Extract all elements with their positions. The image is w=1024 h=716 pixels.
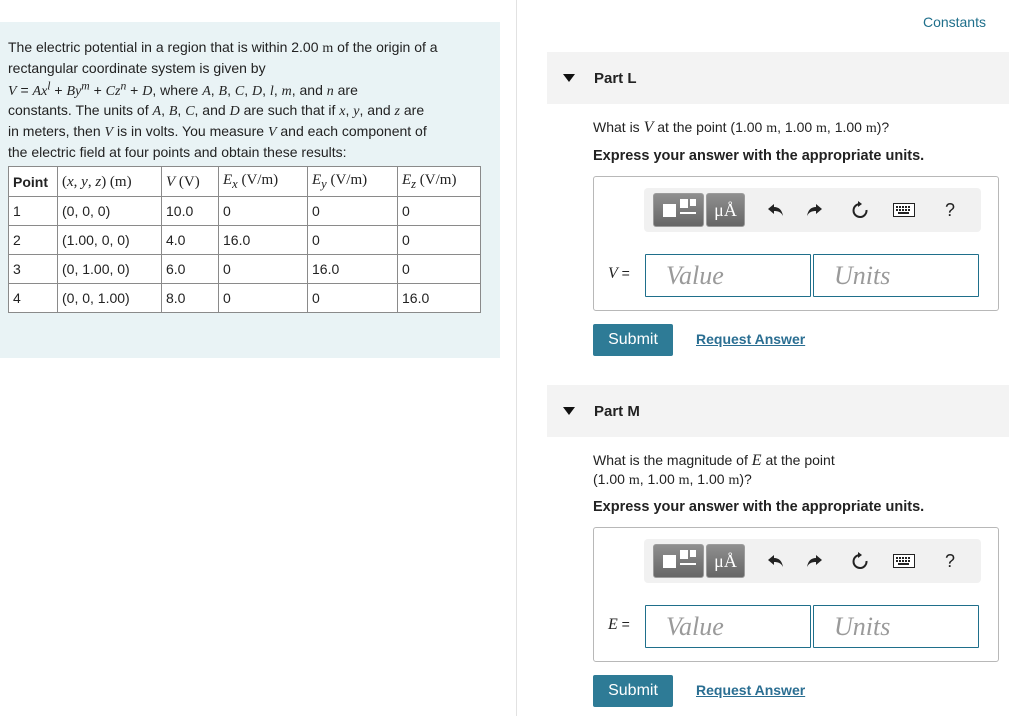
col-header-position: (x, y, z) (m) bbox=[58, 167, 162, 197]
template-icon-part bbox=[690, 199, 696, 206]
template-icon-part bbox=[680, 212, 696, 214]
cell-v: 10.0 bbox=[162, 197, 219, 226]
cell-v: 6.0 bbox=[162, 255, 219, 284]
cell-v: 8.0 bbox=[162, 284, 219, 313]
col-header-ex: $E_x$ (V/m) bbox=[219, 167, 308, 197]
cell-ex: 16.0 bbox=[219, 226, 308, 255]
cell-ez: 0 bbox=[398, 197, 481, 226]
template-icon-part bbox=[680, 199, 688, 208]
part-m-answer-box bbox=[593, 527, 999, 662]
measurement-table bbox=[8, 166, 481, 313]
redo-icon[interactable] bbox=[800, 547, 828, 575]
cell-ey: 0 bbox=[308, 284, 398, 313]
math-toolbar bbox=[644, 188, 981, 232]
cell-ex: 0 bbox=[219, 284, 308, 313]
part-l-question bbox=[593, 118, 889, 138]
table-row bbox=[9, 197, 481, 226]
cell-v: 4.0 bbox=[162, 226, 219, 255]
part-l-answer-box bbox=[593, 176, 999, 311]
reset-icon[interactable] bbox=[846, 547, 874, 575]
answer-variable: V bbox=[608, 265, 618, 282]
cell-ex: 0 bbox=[219, 255, 308, 284]
templates-button[interactable] bbox=[653, 544, 704, 578]
template-icon-part bbox=[690, 550, 696, 557]
question-variable: E bbox=[751, 452, 762, 469]
panel-divider bbox=[516, 0, 517, 716]
part-m-instruction: Express your answer with the appropriate units. bbox=[593, 499, 925, 515]
cell-position: (0, 1.00, 0) bbox=[58, 255, 162, 284]
cell-position: (0, 0, 1.00) bbox=[58, 284, 162, 313]
value-input[interactable] bbox=[645, 605, 811, 648]
part-m-request-answer-link[interactable]: Request Answer bbox=[696, 682, 806, 698]
constants-link[interactable]: Constants bbox=[922, 14, 986, 30]
math-toolbar bbox=[644, 539, 981, 583]
col-header-v: V (V) bbox=[162, 167, 219, 197]
answer-variable-label: E = bbox=[608, 616, 630, 633]
question-text-post: at the point bbox=[765, 452, 835, 468]
problem-line-5: in meters, then V is in volts. You measure V and each component of bbox=[8, 123, 427, 141]
template-icon bbox=[663, 204, 676, 217]
units-input[interactable] bbox=[813, 605, 979, 648]
part-l-request-answer-link[interactable]: Request Answer bbox=[696, 331, 806, 347]
template-icon-part bbox=[680, 563, 696, 565]
cell-point: 1 bbox=[9, 197, 58, 226]
problem-panel bbox=[0, 22, 500, 358]
undo-icon[interactable] bbox=[762, 196, 790, 224]
part-l-submit-button[interactable]: Submit bbox=[593, 324, 673, 356]
part-l-title: Part L bbox=[594, 69, 637, 87]
question-variable: V bbox=[643, 119, 654, 136]
answer-variable-label: V = bbox=[608, 265, 630, 282]
cell-point: 2 bbox=[9, 226, 58, 255]
reset-icon[interactable] bbox=[846, 196, 874, 224]
cell-point: 4 bbox=[9, 284, 58, 313]
cell-ez: 0 bbox=[398, 255, 481, 284]
cell-ex: 0 bbox=[219, 197, 308, 226]
units-button[interactable]: μÅ bbox=[706, 544, 745, 578]
part-l-header[interactable] bbox=[547, 52, 1009, 104]
cell-position: (0, 0, 0) bbox=[58, 197, 162, 226]
table-row bbox=[9, 255, 481, 284]
undo-icon[interactable] bbox=[762, 547, 790, 575]
problem-statement bbox=[8, 38, 488, 161]
part-l-instruction: Express your answer with the appropriate units. bbox=[593, 148, 925, 164]
question-text: What is bbox=[593, 119, 640, 135]
part-m-title: Part M bbox=[594, 402, 640, 420]
problem-line-4: constants. The units of A, B, C, and D are such that if x, y, and z are bbox=[8, 102, 425, 120]
table-row bbox=[9, 284, 481, 313]
question-point: (1.00 m, 1.00 m, 1.00 m)? bbox=[593, 471, 752, 488]
part-m-question bbox=[593, 451, 835, 490]
templates-button[interactable] bbox=[653, 193, 704, 227]
units-input[interactable] bbox=[813, 254, 979, 297]
cell-ez: 16.0 bbox=[398, 284, 481, 313]
cell-ey: 16.0 bbox=[308, 255, 398, 284]
collapse-caret-icon[interactable] bbox=[563, 407, 575, 415]
units-button[interactable]: μÅ bbox=[706, 193, 745, 227]
table-row bbox=[9, 226, 481, 255]
problem-line-2: rectangular coordinate system is given by bbox=[8, 59, 266, 76]
template-icon bbox=[663, 555, 676, 568]
col-header-ez: $E_z$ (V/m) bbox=[398, 167, 481, 197]
part-m-submit-button[interactable]: Submit bbox=[593, 675, 673, 707]
help-icon[interactable]: ? bbox=[944, 199, 955, 220]
table-header-row bbox=[9, 167, 481, 197]
question-point: at the point (1.00 m, 1.00 m, 1.00 m)? bbox=[657, 119, 890, 136]
value-input[interactable] bbox=[645, 254, 811, 297]
keyboard-icon[interactable] bbox=[890, 547, 918, 575]
template-icon-part bbox=[680, 550, 688, 559]
col-header-ey: $E_y$ (V/m) bbox=[308, 167, 398, 197]
cell-ey: 0 bbox=[308, 197, 398, 226]
part-m-header[interactable] bbox=[547, 385, 1009, 437]
cell-ez: 0 bbox=[398, 226, 481, 255]
cell-ey: 0 bbox=[308, 226, 398, 255]
collapse-caret-icon[interactable] bbox=[563, 74, 575, 82]
cell-point: 3 bbox=[9, 255, 58, 284]
help-icon[interactable]: ? bbox=[944, 550, 955, 571]
keyboard-icon[interactable] bbox=[890, 196, 918, 224]
col-header-point: Point bbox=[9, 167, 58, 197]
problem-line-1: The electric potential in a region that is within 2.00 m of the origin of a bbox=[8, 39, 438, 56]
potential-formula: $V = Ax^l + By^m + Cz^n + D$, where A, B, C, D, l, m, and n are bbox=[8, 79, 358, 99]
answer-variable: E bbox=[608, 616, 618, 633]
redo-icon[interactable] bbox=[800, 196, 828, 224]
problem-line-6: the electric field at four points and obtain these results: bbox=[8, 143, 347, 160]
question-text: What is the magnitude of bbox=[593, 452, 748, 468]
cell-position: (1.00, 0, 0) bbox=[58, 226, 162, 255]
